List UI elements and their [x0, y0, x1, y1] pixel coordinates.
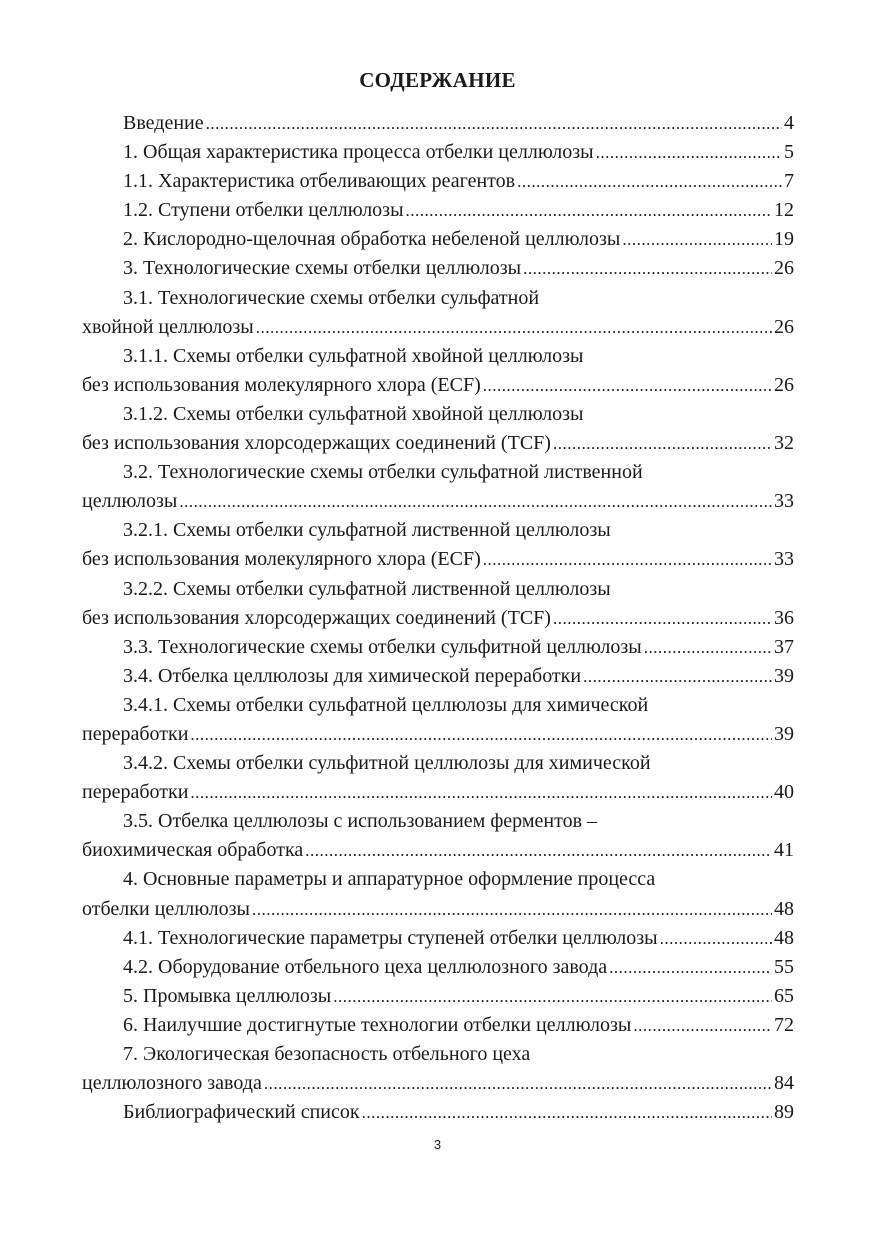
toc-entry[interactable] [82, 982, 794, 1011]
dot-leader [190, 778, 772, 807]
toc-entry[interactable] [82, 1040, 794, 1098]
dot-leader [553, 429, 772, 458]
dot-leader [583, 662, 772, 691]
toc-entry-page: 7 [784, 170, 794, 193]
dot-leader [206, 109, 782, 138]
toc-entry-title: отбелки целлюлозы [82, 897, 250, 920]
toc-entry[interactable] [82, 196, 794, 225]
toc-entry-title: 3.3. Технологические схемы отбелки сульфитной целлюлозы [123, 635, 642, 658]
toc-entry-page: 26 [774, 257, 794, 280]
toc-entry-title: 6. Наилучшие достигнутые технологии отбелки целлюлозы [123, 1013, 632, 1036]
toc-entry-page: 26 [774, 373, 794, 396]
dot-leader [264, 1069, 772, 1098]
toc-entry-title: 1. Общая характеристика процесса отбелки целлюлозы [123, 141, 594, 164]
toc-entry-page: 55 [774, 955, 794, 978]
dot-leader [252, 895, 772, 924]
dot-leader [517, 167, 782, 196]
toc-entry-title: 2. Кислородно-щелочная обработка небеленой целлюлозы [123, 228, 621, 251]
dot-leader [256, 313, 772, 342]
toc-entry[interactable] [82, 749, 794, 807]
toc-entry[interactable] [82, 953, 794, 982]
toc-entry[interactable] [82, 342, 794, 400]
toc-entry-page: 39 [774, 664, 794, 687]
toc-entry[interactable] [82, 633, 794, 662]
toc-entry-page: 5 [784, 141, 794, 164]
page-number: 3 [433, 1137, 442, 1152]
toc-entry-title-line1: 3.2.2. Схемы отбелки сульфатной лиственной целлюлозы [123, 577, 611, 600]
toc-entry[interactable] [82, 167, 794, 196]
toc-entry-page: 89 [774, 1101, 794, 1124]
toc-entry-page: 32 [774, 432, 794, 455]
toc-entry-page: 37 [774, 635, 794, 658]
toc-entry-title: Введение [123, 112, 204, 134]
toc-entry-page: 48 [774, 926, 794, 949]
toc-entry[interactable] [82, 691, 794, 749]
toc-entry-title: целлюлозного завода [82, 1072, 262, 1095]
toc-entry[interactable] [82, 807, 794, 865]
toc-entry[interactable] [82, 225, 794, 254]
toc-entry[interactable] [82, 400, 794, 458]
toc-entry-page: 39 [774, 722, 794, 745]
dot-leader [553, 604, 772, 633]
toc-entry-title: 4.2. Оборудование отбельного цеха целлюлозного завода [123, 955, 608, 978]
toc-entry-page: 33 [774, 490, 794, 513]
toc-entry-title: хвойной целлюлозы [82, 315, 254, 338]
toc-entry-title: без использования хлорсодержащих соединений (TCF) [82, 432, 551, 455]
dot-leader [644, 633, 772, 662]
toc-entry-title-line1: 3.2. Технологические схемы отбелки сульфатной лиственной [123, 461, 643, 484]
toc-entry[interactable] [82, 254, 794, 283]
toc-entry[interactable] [82, 458, 794, 516]
toc-entry-page: 84 [774, 1072, 794, 1095]
dot-leader [406, 196, 772, 225]
dot-leader [362, 1098, 772, 1127]
toc-entry-page: 12 [774, 199, 794, 222]
toc-entry-page: 65 [774, 984, 794, 1007]
toc-entry-title-line1: 3.1.1. Схемы отбелки сульфатной хвойной целлюлозы [123, 344, 584, 367]
toc-entry[interactable] [82, 109, 794, 138]
toc-entry-page: 26 [774, 315, 794, 338]
toc-entry-title: без использования молекулярного хлора (ECF) [82, 548, 481, 571]
dot-leader [633, 1011, 772, 1040]
toc-entry-title: 1.1. Характеристика отбеливающих реагентов [123, 170, 516, 193]
toc-entry[interactable] [82, 924, 794, 953]
dot-leader [483, 371, 772, 400]
toc-entry[interactable] [82, 516, 794, 574]
toc-entry[interactable] [82, 865, 794, 923]
table-of-contents [82, 109, 794, 1127]
page-title: СОДЕРЖАНИЕ [359, 68, 516, 92]
toc-entry[interactable] [82, 284, 794, 342]
dot-leader [179, 487, 772, 516]
dot-leader [483, 545, 772, 574]
toc-entry-title: 1.2. Ступени отбелки целлюлозы [123, 199, 404, 222]
toc-entry-title: переработки [82, 781, 189, 804]
toc-entry-title: 3.4. Отбелка целлюлозы для химической переработки [123, 664, 582, 687]
dot-leader [660, 924, 772, 953]
toc-entry[interactable] [82, 662, 794, 691]
toc-entry-page: 41 [774, 839, 794, 862]
dot-leader [523, 254, 772, 283]
toc-entry-title: Библиографический список [123, 1101, 360, 1124]
toc-entry-title: без использования молекулярного хлора (ECF) [82, 373, 481, 396]
toc-entry[interactable] [82, 575, 794, 633]
toc-entry-page: 40 [774, 781, 794, 804]
toc-entry-page: 4 [784, 112, 794, 134]
toc-entry-title-line1: 3.2.1. Схемы отбелки сульфатной лиственной целлюлозы [123, 519, 611, 542]
toc-entry-title: целлюлозы [82, 490, 178, 513]
toc-entry-title-line1: 3.1.2. Схемы отбелки сульфатной хвойной целлюлозы [123, 402, 584, 425]
toc-entry[interactable] [82, 1098, 794, 1127]
dot-leader [596, 138, 782, 167]
toc-entry-title-line1: 3.4.2. Схемы отбелки сульфитной целлюлозы для химической [123, 752, 651, 775]
toc-entry-page: 33 [774, 548, 794, 571]
toc-entry-title-line1: 7. Экологическая безопасность отбельного цеха [123, 1043, 531, 1065]
toc-entry-title-line1: 4. Основные параметры и аппаратурное оформление процесса [123, 868, 656, 891]
dot-leader [190, 720, 772, 749]
dot-leader [333, 982, 772, 1011]
dot-leader [305, 836, 772, 865]
toc-entry-title-line1: 3.4.1. Схемы отбелки сульфатной целлюлозы для химической [123, 693, 649, 716]
toc-entry-title: переработки [82, 722, 189, 745]
toc-entry[interactable] [82, 1011, 794, 1040]
toc-entry-page: 19 [774, 228, 794, 251]
toc-entry-page: 72 [774, 1013, 794, 1036]
toc-entry-page: 36 [774, 606, 794, 629]
toc-entry-title: без использования хлорсодержащих соединений (TCF) [82, 606, 551, 629]
toc-entry-title: 5. Промывка целлюлозы [123, 984, 332, 1007]
toc-entry-title: 3. Технологические схемы отбелки целлюлозы [123, 257, 522, 280]
toc-entry-page: 48 [774, 897, 794, 920]
dot-leader [609, 953, 772, 982]
toc-entry-title: 4.1. Технологические параметры ступеней отбелки целлюлозы [123, 926, 658, 949]
toc-entry-title-line1: 3.5. Отбелка целлюлозы с использованием ферментов – [123, 810, 598, 833]
dot-leader [622, 225, 772, 254]
toc-entry[interactable] [82, 138, 794, 167]
toc-entry-title: биохимическая обработка [82, 839, 304, 862]
toc-entry-title-line1: 3.1. Технологические схемы отбелки сульфатной [123, 286, 540, 309]
